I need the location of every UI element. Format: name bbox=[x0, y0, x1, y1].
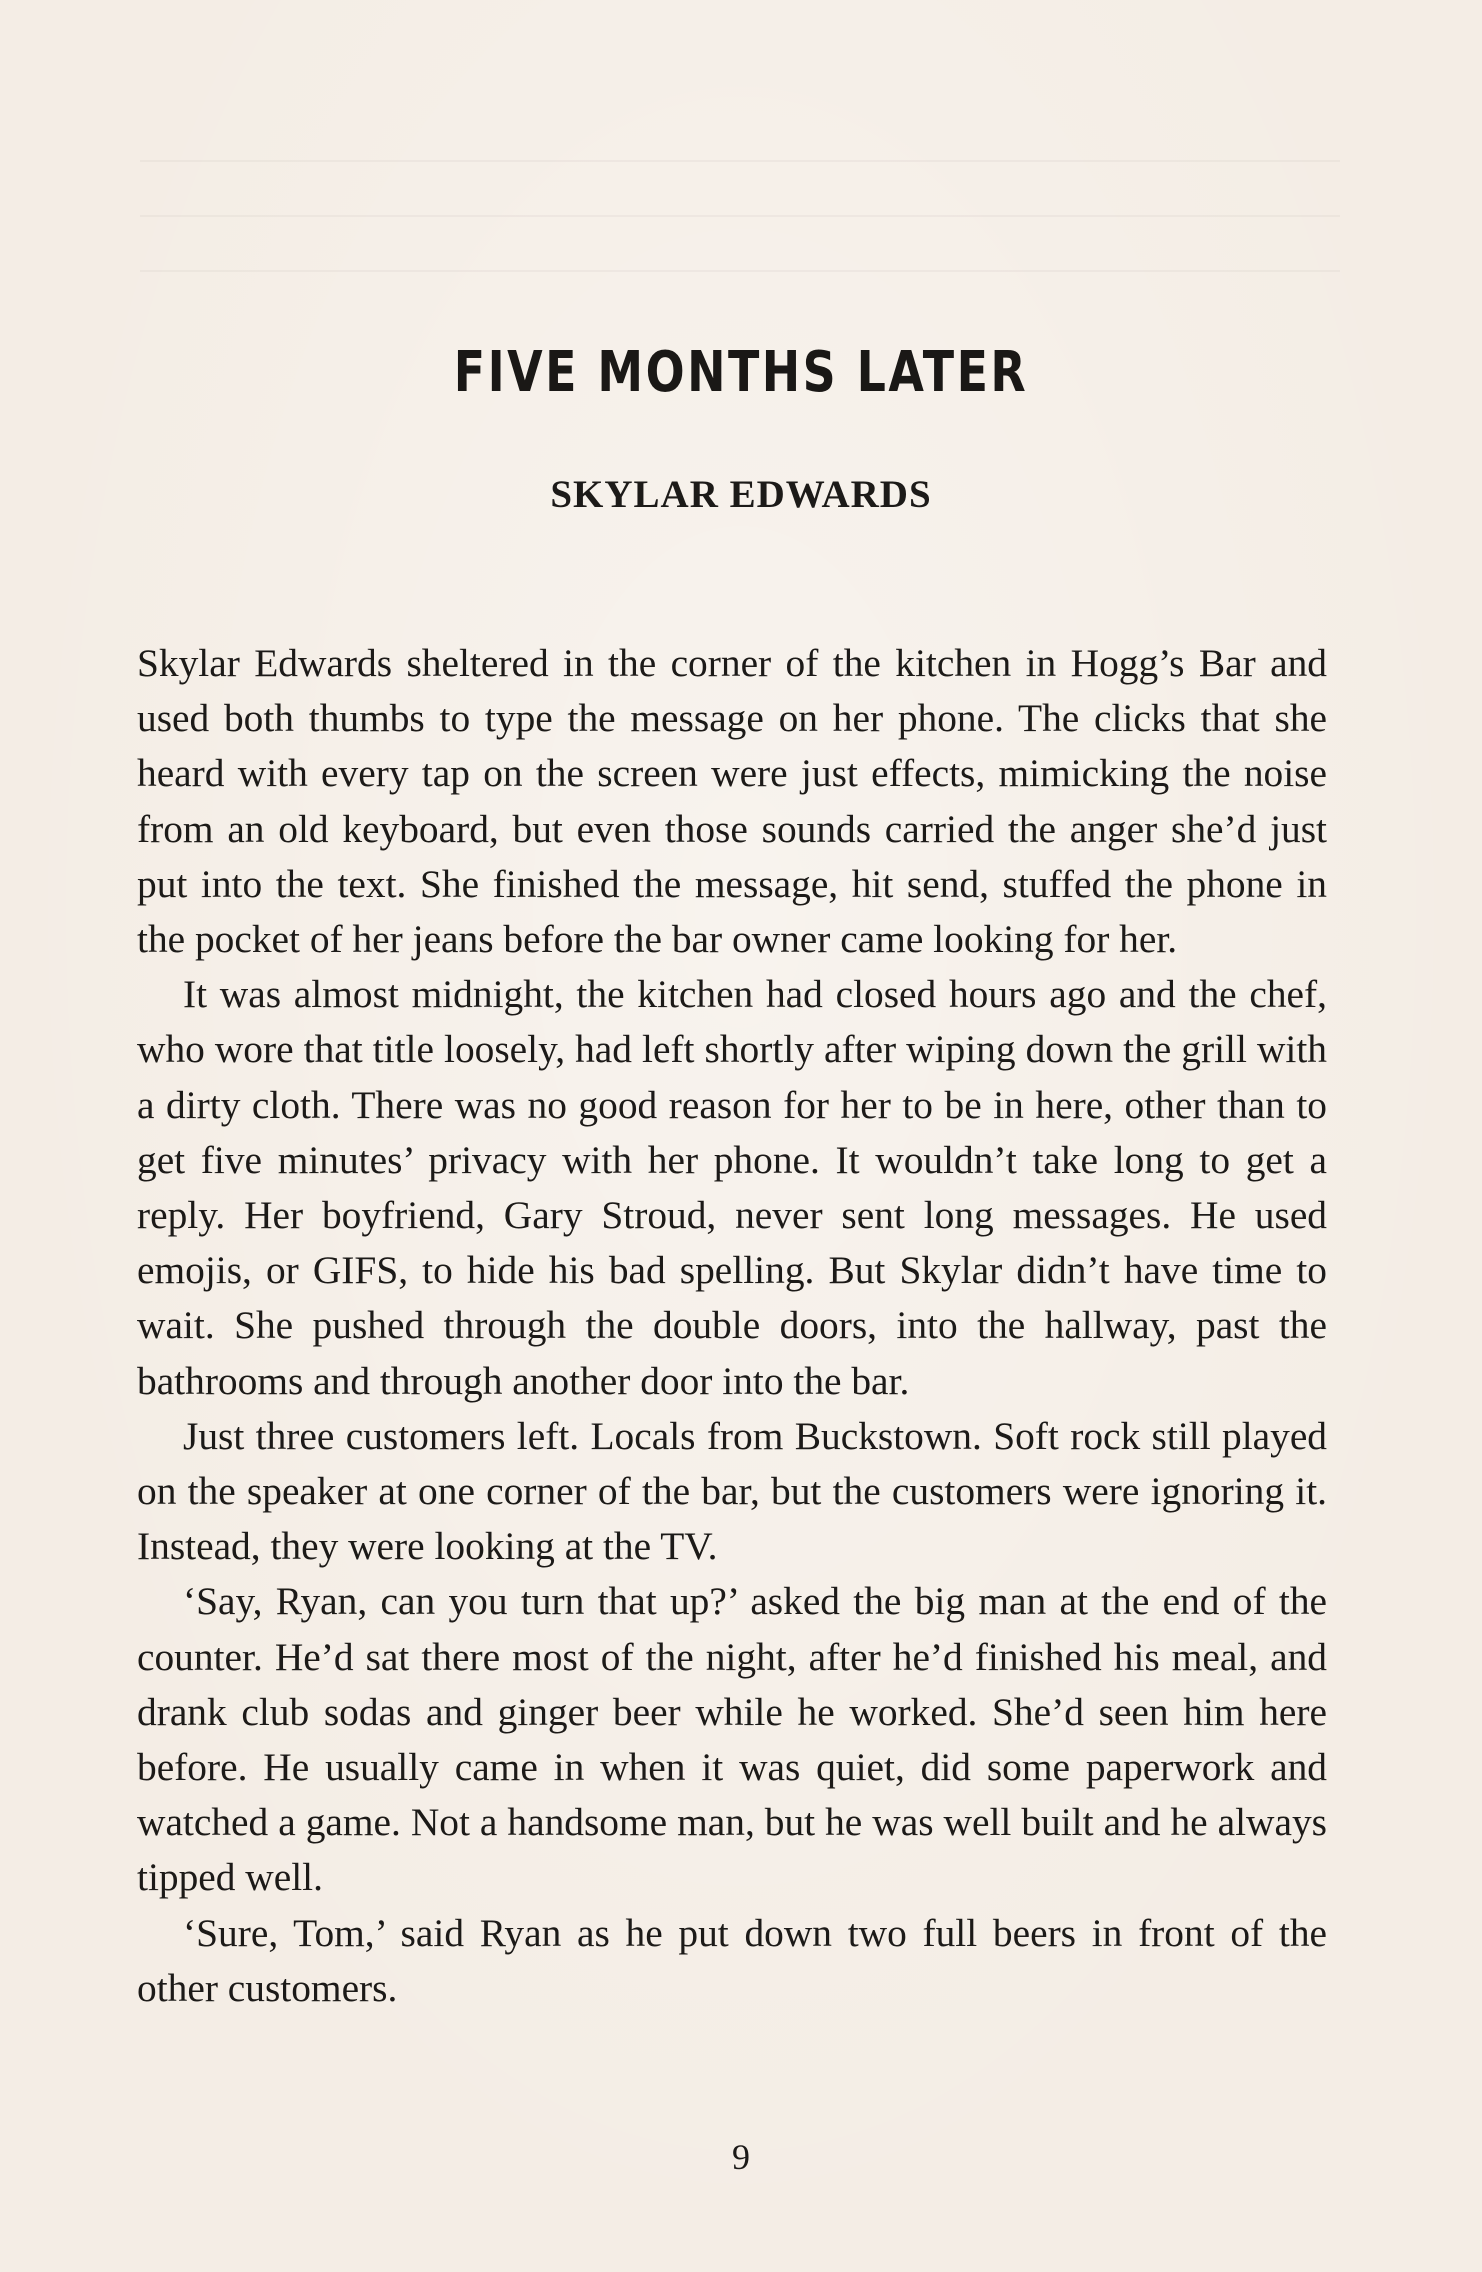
chapter-heading: FIVE MONTHS LATER bbox=[453, 340, 1029, 405]
paragraph: Skylar Edwards sheltered in the corner of the kitchen in Hogg’s Bar and used both thumbs to type the message on her phone. The clicks that she heard with every tap on the screen were just effects, mimicking the noise from an old keyboard, but even those sounds carried the anger she’d just put into the text. She finished the message, hit send, stuffed the phone in the pocket of her jeans before the bar owner came looking for her. bbox=[137, 641, 1327, 962]
paragraph: It was almost midnight, the kitchen had closed hours ago and the chef, who wore that title loosely, had left shortly after wiping down the grill with a dirty cloth. There was no good reason for her to be in here, other than to get five minutes’ privacy with her phone. It wouldn’t take long to get a reply. Her boyfriend, Gary Stroud, never sent long messages. He used emojis, or GIFS, to hide his bad spelling. But Skylar didn’t have time to wait. She pushed through the double doors, into the hallway, past the bathrooms and through another door into the bar. bbox=[137, 972, 1327, 1403]
body-text bbox=[137, 636, 1327, 2016]
show-through-line bbox=[140, 160, 1340, 162]
paragraph: ‘Sure, Tom,’ said Ryan as he put down two full beers in front of the other customers. bbox=[137, 1910, 1327, 2010]
paragraph: ‘Say, Ryan, can you turn that up?’ asked the big man at the end of the counter. He’d sat there most of the night, after he’d finished his meal, and drank club sodas and ginger beer while he worked. She’d seen him here before. He usually came in when it was quiet, did some paperwork and watched a game. Not a handsome man, but he was well built and he always tipped well. bbox=[137, 1579, 1327, 1900]
paragraph: Just three customers left. Locals from Buckstown. Soft rock still played on the speaker at one corner of the bar, but the customers were ignoring it. Instead, they were looking at the TV. bbox=[137, 1413, 1327, 1569]
show-through-line bbox=[140, 270, 1340, 272]
chapter-subheading: SKYLAR EDWARDS bbox=[550, 473, 932, 516]
page-number: 9 bbox=[732, 2137, 750, 2177]
show-through-line bbox=[140, 215, 1340, 217]
